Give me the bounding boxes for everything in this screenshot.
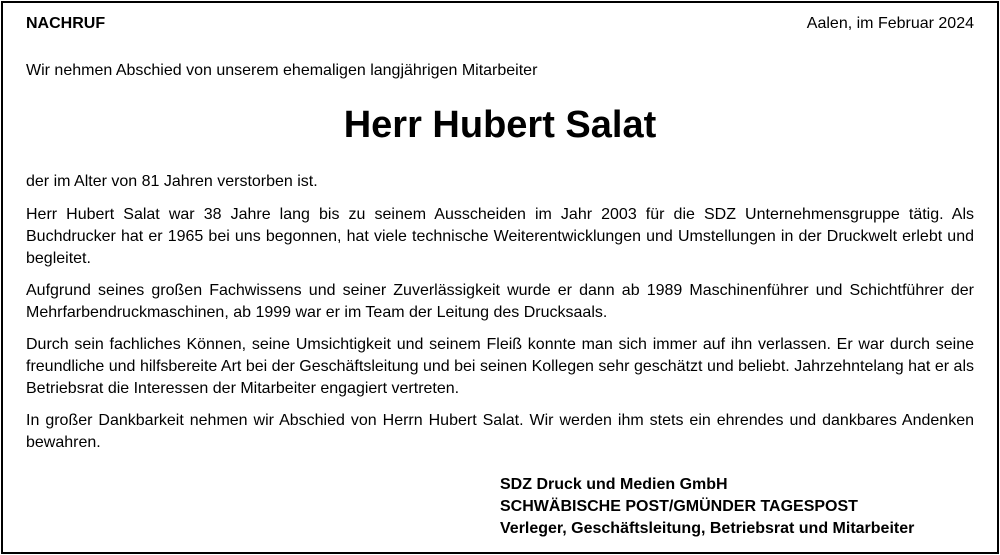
signature-block: [500, 474, 914, 540]
paragraph-character: Durch sein fachliches Können, seine Umsichtigkeit und seinem Fleiß konnte man sich immer auf ihn verlassen. Er war durch seine freundliche und hilfsbereite Art bei der Geschäftsleitung und bei seinen Kollegen sehr geschätzt und beliebt. Jahrzehntelang hat er als Betriebsrat die Interessen der Mitarbeiter engagiert vertreten.: [26, 336, 974, 397]
signature-company: SDZ Druck und Medien GmbH: [500, 476, 728, 493]
signature-newspaper: SCHWÄBISCHE POST/GMÜNDER TAGESPOST: [500, 498, 858, 515]
obituary-body: [26, 171, 974, 464]
paragraph-farewell: In großer Dankbarkeit nehmen wir Abschied von Herrn Hubert Salat. Wir werden ihm stets ein ehrendes und dankbares Andenken bewahren.: [26, 412, 974, 451]
paragraph-expertise: Aufgrund seines großen Fachwissens und seiner Zuverlässigkeit wurde er dann ab 1989 Maschinenführer und Schichtführer der Mehrfarbendruckmaschinen, ab 1999 war er im Team der Leitung des Drucksaals.: [26, 282, 974, 321]
intro-line: Wir nehmen Abschied von unserem ehemaligen langjährigen Mitarbeiter: [26, 62, 538, 79]
paragraph-age: der im Alter von 81 Jahren verstorben ist.: [26, 173, 318, 190]
notice-type-label: NACHRUF: [26, 15, 106, 32]
paragraph-career: Herr Hubert Salat war 38 Jahre lang bis zu seinem Ausscheiden im Jahr 2003 für die SDZ Unternehmensgruppe tätig. Als Buchdrucker hat er 1965 bei uns begonnen, hat viele technische Weiterentwicklungen und Umstellungen in der Druckwelt erlebt und begleitet.: [26, 206, 974, 267]
place-date: Aalen, im Februar 2024: [806, 15, 974, 32]
deceased-name: Herr Hubert Salat: [343, 104, 657, 146]
signature-signatories: Verleger, Geschäftsleitung, Betriebsrat und Mitarbeiter: [500, 520, 915, 537]
